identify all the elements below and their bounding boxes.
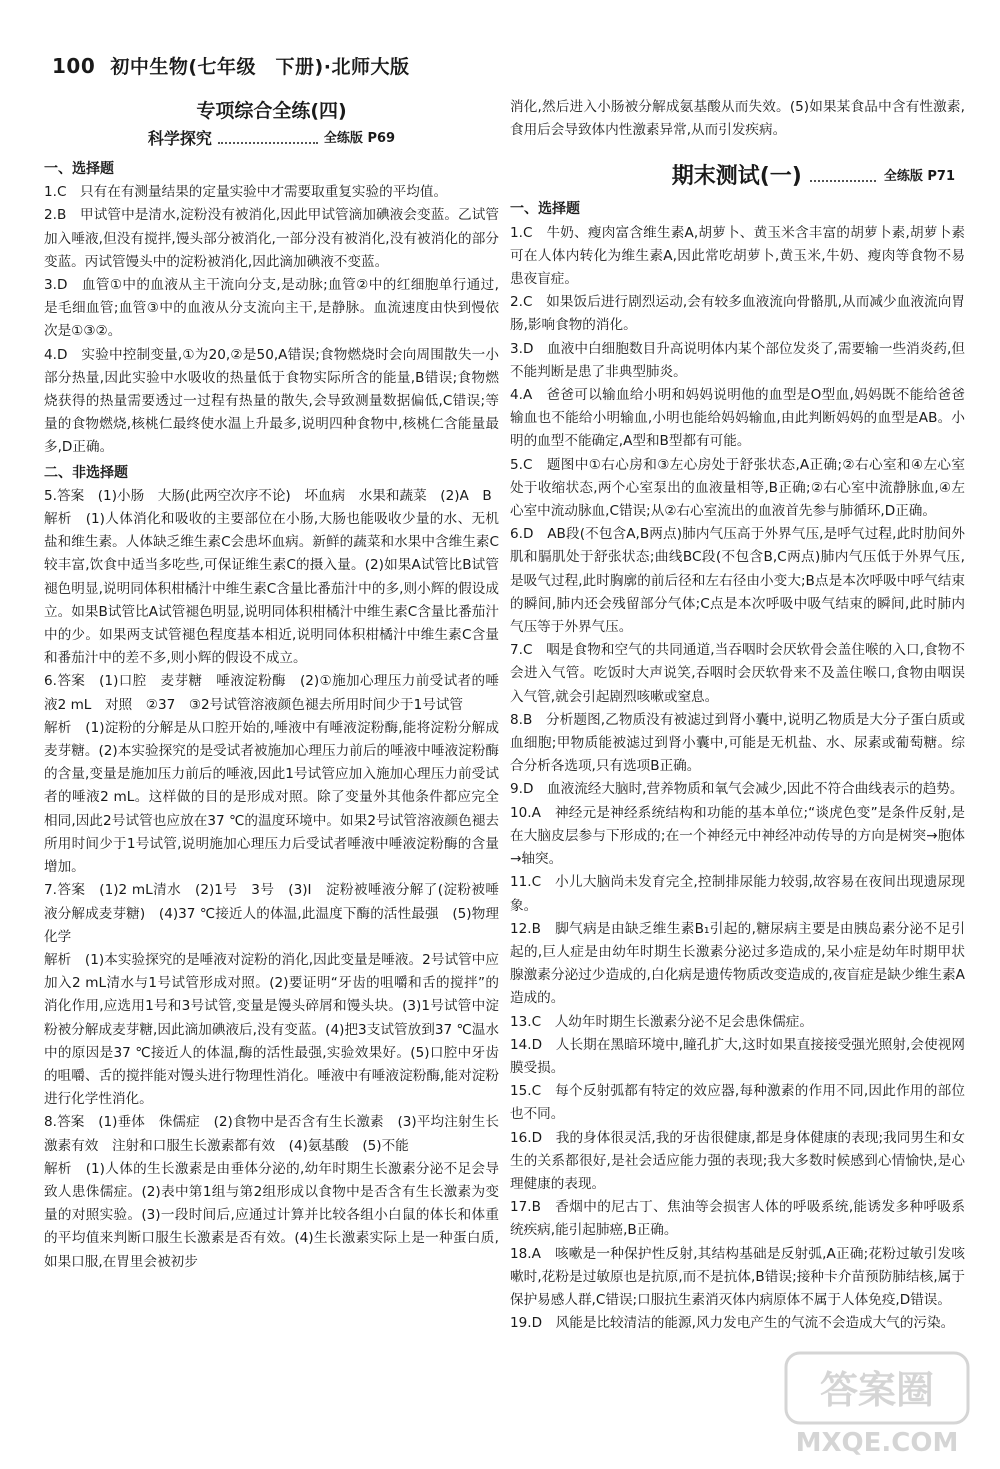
final-test-title: 期末测试(一) <box>671 163 802 189</box>
answer-item: 11.C 小儿大脑尚未发育完全,控制排尿能力较弱,故容易在夜间出现遗尿现象。 <box>510 874 965 914</box>
final-test-ref: 全练版 P71 <box>883 168 955 184</box>
answer-item: 18.A 咳嗽是一种保护性反射,其结构基础是反射弧,A正确;花粉过敏引发咳嗽时,花粉是过敏原也是抗原,而不是抗体,B错误;接种卡介苗预防肺结核,属于保护易感人群,C错误;口服抗生素消灭体内病原体不属于人体免疫,D错误。 <box>510 1245 965 1308</box>
answer-item: 8.答案 (1)垂体 侏儒症 (2)食物中是否含有生长激素 (3)平均注射生长激素有效 注射和口服生长激素都有效 (4)氨基酸 (5)不能 <box>44 1114 499 1154</box>
explanation: 解析 (1)人体的生长激素是由垂体分泌的,幼年时期生长激素分泌不足会导致人患侏儒症。(2)表中第1组与第2组形成以食物中是否含有生长激素为变量的对照实验。(3)一段时间后,应通过计算并比较各组小白鼠的体长和体重的平均值来判断口服生长激素是否有效。(4)生长激素实际上是一种蛋白质,如果口服,在胃里会被初步 <box>44 1160 499 1270</box>
answer-item: 16.D 我的身体很灵活,我的牙齿很健康,都是身体健康的表现;我同男生和女生的关系都很好,是社会适应能力强的表现;我大多数时候感到心情愉快,是心理健康的表现。 <box>510 1129 965 1192</box>
part-heading: 二、非选择题 <box>44 464 128 481</box>
part-heading: 一、选择题 <box>510 201 580 218</box>
answer-item: 14.D 人长期在黑暗环境中,瞳孔扩大,这时如果直接接受强光照射,会使视网膜受损。 <box>510 1036 965 1076</box>
watermark-url: MXQE.COM <box>795 1428 959 1458</box>
answer-item: 8.B 分析题图,乙物质没有被滤过到肾小囊中,说明乙物质是大分子蛋白质或血细胞;甲物质能被滤过到肾小囊中,可能是无机盐、水、尿素或葡萄糖。综合分析各选项,只有选项B正确。 <box>510 711 965 775</box>
section-subtitle: 科学探究 <box>147 129 212 149</box>
right-column <box>510 96 965 1335</box>
leader-dots <box>218 134 318 144</box>
answer-item: 5.答案 (1)小肠 大肠(此两空次序不论) 坏血病 水果和蔬菜 (2)A B <box>44 487 492 504</box>
answer-item: 3.D 血管①中的血液从主干流向分支,是动脉;血管②中的红细胞单行通过,是毛细血管;血管③中的血液从分支流向主干,是静脉。血流速度由快到慢依次是①③②。 <box>44 277 499 340</box>
explanation: 解析 (1)淀粉的分解是从口腔开始的,唾液中有唾液淀粉酶,能将淀粉分解成麦芽糖。(2)本实验探究的是受试者被施加心理压力前后的唾液中唾液淀粉酶的含量,变量是施加压力前后的唾液,因此1号试管应加入施加心理压力前受试者的唾液2 mL。这样做的目的是形成对照。除了变量外其他条件都应完全相同,因此2号试管也应放在37 ℃的温度环境中。如果2号试管溶液颜色褪去所用时间少于1号试管,说明施加心理压力后受试者唾液中唾液淀粉酶的含量增加。 <box>44 719 499 876</box>
left-column <box>44 98 513 1274</box>
answer-item: 10.A 神经元是神经系统结构和功能的基本单位;“谈虎色变”是条件反射,是在大脑皮层参与下形成的;在一个神经元中神经冲动传导的方向是树突→胞体→轴突。 <box>510 804 965 868</box>
answer-item: 13.C 人幼年时期生长激素分泌不足会患侏儒症。 <box>510 1013 813 1030</box>
explanation: 解析 (1)人体消化和吸收的主要部位在小肠,大肠也能吸收少量的水、无机盐和维生素。人体缺乏维生素C会患坏血病。新鲜的蔬菜和水果中含维生素C较丰富,饮食中适当多吃些,可保证维生素C的摄入量。(2)如果A试管比B试管褪色明显,说明同体积柑橘汁中维生素C含量比番茄汁中的多,则小辉的假设成立。如果B试管比A试管褪色明显,说明同体积柑橘汁中维生素C含量比番茄汁中的少。如果两支试管褪色程度基本相近,说明同体积柑橘汁中维生素C含量和番茄汁中的差不多,则小辉的假设不成立。 <box>44 511 499 667</box>
answer-item: 6.D AB段(不包含A,B两点)肺内气压高于外界气压,是呼气过程,此时肋间外肌和膈肌处于舒张状态;曲线BC段(不包含B,C两点)肺内气压低于外界气压,是吸气过程,此时胸廓的前后径和左右径由小变大;B点是本次呼吸中呼气结束的瞬间,肺内还会残留部分气体;C点是本次呼吸中吸气结束的瞬间,此时肺内气压等于外界气压。 <box>510 526 965 636</box>
answer-item: 2.B 甲试管中是清水,淀粉没有被消化,因此甲试管滴加碘液会变蓝。乙试管加入唾液,但没有搅拌,馒头部分被消化,一部分没有被消化,没有被消化的部分变蓝。丙试管馒头中的淀粉被消化,因此滴加碘液不变蓝。 <box>44 207 499 270</box>
answer-item: 15.C 每个反射弧都有特定的效应器,每种激素的作用不同,因此作用的部位也不同。 <box>510 1083 965 1123</box>
answer-item: 6.答案 (1)口腔 麦芽糖 唾液淀粉酶 (2)①施加心理压力前受试者的唾液2 mL 对照 ②37 ③2号试管溶液颜色褪去所用时间少于1号试管 <box>44 673 499 713</box>
answer-item: 12.B 脚气病是由缺乏维生素B₁引起的,糖尿病主要是由胰岛素分泌不足引起的,巨人症是由幼年时期生长激素分泌过多造成的,呆小症是幼年时期甲状腺激素分泌过少造成的,白化病是遗传物质改变造成的,夜盲症是缺少维生素A造成的。 <box>510 920 965 1007</box>
answer-item: 1.C 牛奶、瘦肉富含维生素A,胡萝卜、黄玉米含丰富的胡萝卜素,胡萝卜素可在人体内转化为维生素A,因此常吃胡萝卜,黄玉米,牛奶、瘦肉等食物不易患夜盲症。 <box>510 224 965 288</box>
answer-item: 3.D 血液中白细胞数目升高说明体内某个部位发炎了,需要输一些消炎药,但不能判断是患了非典型肺炎。 <box>510 340 965 380</box>
answer-item: 4.D 实验中控制变量,①为20,②是50,A错误;食物燃烧时会向周围散失一小部分热量,因此实验中水吸收的热量低于食物实际所含的能量,B错误;食物燃烧获得的热量需要透过一过程有热量的散失,会导致测量数据偏低,C错误;等量的食物燃烧,核桃仁最终使水温上升最多,说明四种食物中,核桃仁含能量最多,D正确。 <box>44 346 499 456</box>
watermark-logo <box>782 1349 972 1459</box>
answer-item: 7.答案 (1)2 mL清水 (2)1号 3号 (3)I 淀粉被唾液分解了(淀粉被唾液分解成麦芽糖) (4)37 ℃接近人的体温,此温度下酶的活性最强 (5)物理 化学 <box>44 882 513 945</box>
answer-item: 19.D 风能是比较清洁的能源,风力发电产生的气流不会造成大气的污染。 <box>510 1315 955 1332</box>
section-subtitle-row <box>44 126 499 152</box>
part-heading: 一、选择题 <box>44 161 114 177</box>
book-title: 初中生物(七年级 下册)·北师大版 <box>110 56 410 78</box>
answer-item: 17.B 香烟中的尼古丁、焦油等会损害人体的呼吸系统,能诱发多种呼吸系统疾病,能引起肺癌,B正确。 <box>510 1199 965 1239</box>
answer-item: 5.C 题图中①右心房和③左心房处于舒张状态,A正确;②右心室和④左心室处于收缩状态,两个心室泵出的血液量相等,B正确;②右心室中流静脉血,④左心室中流动脉血,C错误;从②右心室流出的血液首先参与肺循环,D正确。 <box>510 456 965 520</box>
answer-item: 1.C 只有在有测量结果的定量实验中才需要取重复实验的平均值。 <box>44 184 448 201</box>
answer-item: 4.A 爸爸可以输血给小明和妈妈说明他的血型是O型血,妈妈既不能给爸爸输血也不能给小明输血,小明也能给妈妈输血,由此判断妈妈的血型是AB。小明的血型不能确定,A型和B型都有可能。 <box>510 387 965 450</box>
section-ref: 全练版 P69 <box>323 131 396 147</box>
answer-item: 7.C 咽是食物和空气的共同通道,当吞咽时会厌软骨会盖住喉的入口,食物不会进入气管。吃饭时大声说笑,吞咽时会厌软骨来不及盖住喉口,食物由咽误入气管,就会引起剧烈咳嗽或窒息。 <box>510 642 965 705</box>
section-title: 专项综合全练(四) <box>196 100 347 122</box>
explanation: 解析 (1)本实验探究的是唾液对淀粉的消化,因此变量是唾液。2号试管中应加入2 mL清水与1号试管形成对照。(2)要证明“牙齿的咀嚼和舌的搅拌”的消化作用,应选用1号和3号试管,变量是馒头碎屑和馒头块。(3)1号试管中淀粉被分解成麦芽糖,因此滴加碘液后,没有变蓝。(4)把3支试管放到37 ℃温水中的原因是37 ℃接近人的体温,酶的活性最强,实验效果好。(5)口腔中牙齿的咀嚼、舌的搅拌能对馒头进行物理性消化。唾液中有唾液淀粉酶,能对淀粉进行化学性消化。 <box>44 951 499 1108</box>
final-test-heading <box>510 158 965 194</box>
page-number: 100 <box>52 54 96 78</box>
page-header <box>52 52 409 79</box>
watermark-text: 答案圈 <box>819 1368 935 1412</box>
answer-item: 2.C 如果饭后进行剧烈运动,会有较多血液流向骨骼肌,从而减少血液流向胃肠,影响食物的消化。 <box>510 294 965 334</box>
leader-dots <box>810 170 876 182</box>
answer-item: 9.D 血液流经大脑时,营养物质和氧气会减少,因此不符合曲线表示的趋势。 <box>510 781 964 798</box>
explanation-continued: 消化,然后进入小肠被分解成氨基酸从而失效。(5)如果某食品中含有性激素,食用后会导致体内性激素异常,从而引发疾病。 <box>510 99 965 139</box>
